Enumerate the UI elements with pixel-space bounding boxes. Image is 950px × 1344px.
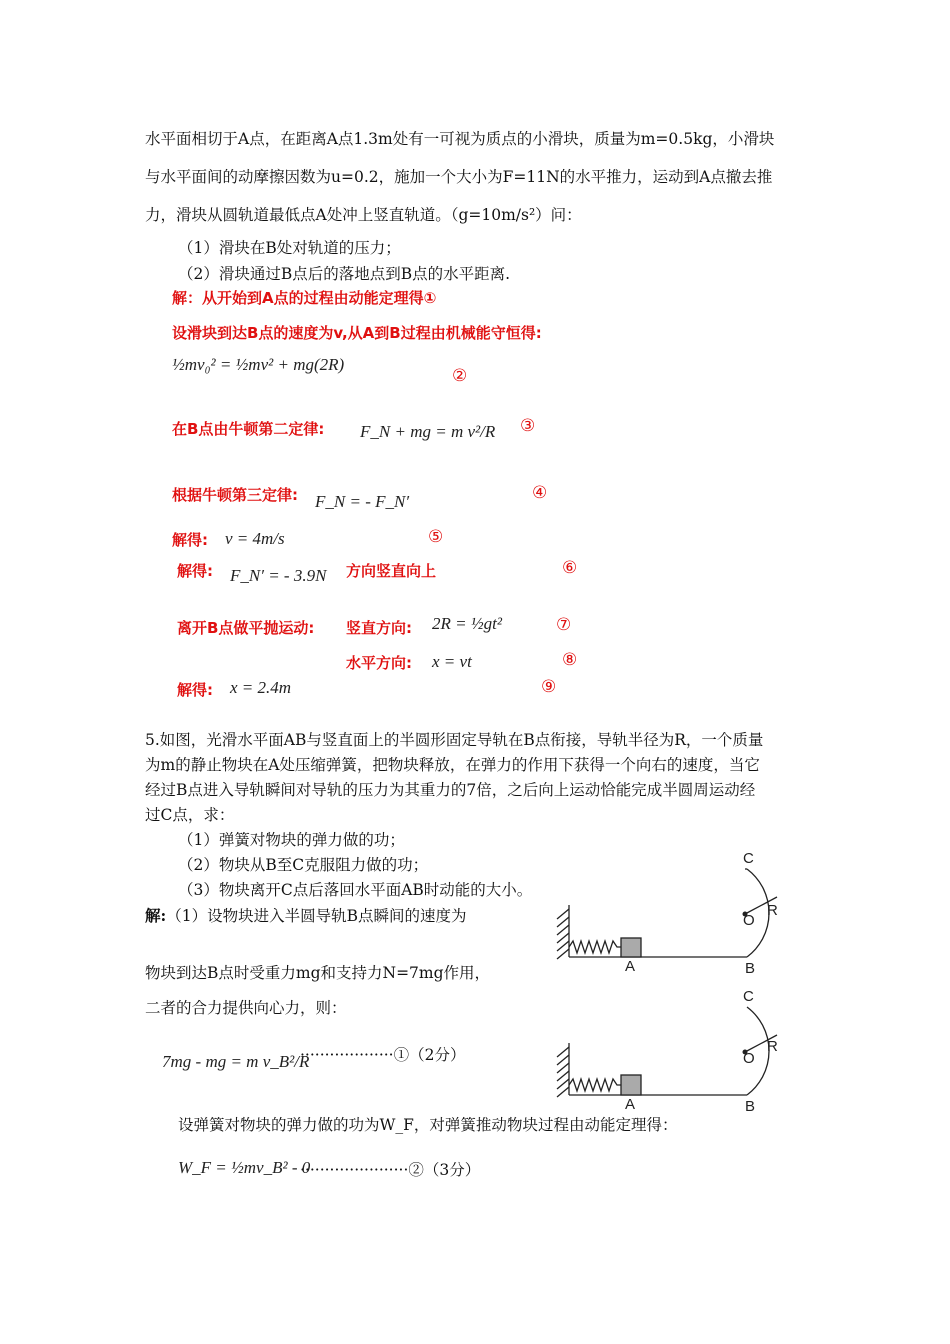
solution5-step1-text: （1）设物块进入半圆导轨B点瞬间的速度为 <box>166 907 467 925</box>
equation-number-8: ⑧ <box>562 650 578 670</box>
equation-centripetal-tail: ···················①（2分） <box>300 1046 466 1064</box>
solution4-newton3-label: 根据牛顿第三定律: <box>172 486 298 504</box>
label-o: O <box>743 912 755 929</box>
equation-number-2: ② <box>452 366 468 386</box>
label-b-2: B <box>745 1098 756 1115</box>
problem4-line1: 水平面相切于A点，在距离A点1.3m处有一可视为质点的小滑块，质量为m=0.5kg，小滑块 <box>145 130 775 148</box>
label-a: A <box>625 958 636 975</box>
problem5-line1: 5.如图，光滑水平面AB与竖直面上的半圆形固定导轨在B点衔接，导轨半径为R，一个质量 <box>145 731 764 749</box>
equation-number-6: ⑥ <box>562 558 578 578</box>
equation-number-3: ③ <box>520 416 536 436</box>
equation-newton-second-text: F_N + mg = m v²/R <box>360 422 496 441</box>
equation-energy-conservation <box>172 355 344 375</box>
label-c-2: C <box>743 988 754 1005</box>
solution4-solve2-label: 解得: <box>177 562 213 580</box>
equation-work-energy-tail: ······················②（3分） <box>300 1161 481 1179</box>
problem5-line3: 经过B点进入导轨瞬间对导轨的压力为其重力的7倍，之后向上运动恰能完成半圆周运动经 <box>145 781 756 799</box>
equation-distance-result: x = 2.4m <box>230 678 292 697</box>
solution4-solve3-label: 解得: <box>177 681 213 699</box>
label-c: C <box>743 850 754 867</box>
solution4-projectile-label: 离开B点做平抛运动: <box>177 619 315 637</box>
solution4-direction: 方向竖直向上 <box>346 562 437 580</box>
equation-horizontal-motion: x = vt <box>432 652 472 671</box>
problem5-question-3: （3）物块离开C点后落回水平面AB时动能的大小。 <box>178 881 533 899</box>
equation-newton-third <box>315 492 409 512</box>
solution4-step1: 解：从开始到A点的过程由动能定理得① <box>172 289 437 307</box>
solution5-step1 <box>145 904 467 926</box>
solution4-horizontal-label: 水平方向: <box>346 654 412 672</box>
problem5-question-2: （2）物块从B至C克服阻力做的功； <box>178 856 429 874</box>
label-o-2: O <box>743 1050 755 1067</box>
spring-track-figure-bottom <box>555 983 815 1118</box>
equation-force-result: F_N′ = - 3.9N <box>230 566 327 585</box>
label-r-2: R <box>767 1038 778 1055</box>
spring-track-figure-top <box>555 845 815 980</box>
equation-work-energy: W_F = ½mv_B² - 0 <box>178 1158 311 1177</box>
label-a-2: A <box>625 1096 636 1113</box>
problem5-line2: 为m的静止物块在A处压缩弹簧，把物块释放，在弹力的作用下获得一个向右的速度，当它 <box>145 756 760 774</box>
label-b: B <box>745 960 756 977</box>
solution4-step2: 设滑块到达B点的速度为v,从A到B过程由机械能守恒得: <box>172 324 542 342</box>
solution4-newton2-label: 在B点由牛顿第二定律: <box>172 420 325 438</box>
equation-number-5: ⑤ <box>428 527 444 547</box>
equation-newton-third-text: F_N = - F_N′ <box>315 492 410 511</box>
equation-vertical-motion: 2R = ½gt² <box>432 614 502 633</box>
equation-newton-second <box>360 422 495 442</box>
equation-number-7: ⑦ <box>556 615 572 635</box>
equation-velocity-result: v = 4m/s <box>225 529 285 548</box>
equation-centripetal: 7mg - mg = m v_B²/R <box>162 1052 310 1071</box>
problem4-question-1: （1）滑块在B处对轨道的压力； <box>178 239 401 257</box>
problem4-line2: 与水平面间的动摩擦因数为u=0.2，施加一个大小为F=11N的水平推力，运动到A点撤去推 <box>145 168 773 186</box>
solution5-solve-label: 解: <box>145 906 167 925</box>
solution5-step3: 二者的合力提供向心力，则： <box>145 999 347 1017</box>
solution4-vertical-label: 竖直方向: <box>346 619 412 637</box>
problem5-line4: 过C点，求： <box>145 806 235 824</box>
equation-number-9: ⑨ <box>541 677 557 697</box>
problem4-question-2: （2）滑块通过B点后的落地点到B点的水平距离. <box>178 265 511 283</box>
problem5-question-1: （1）弹簧对物块的弹力做的功； <box>178 831 405 849</box>
label-r: R <box>767 902 778 919</box>
solution4-solve1-label: 解得: <box>172 531 208 549</box>
solution5-step2: 物块到达B点时受重力mg和支持力N=7mg作用， <box>145 964 491 982</box>
solution5-step4: 设弹簧对物块的弹力做的功为W_F，对弹簧推动物块过程由动能定理得： <box>178 1116 678 1134</box>
equation-number-4: ④ <box>532 483 548 503</box>
problem4-line3: 力，滑块从圆轨道最低点A处冲上竖直轨道。（g=10m/s²）问： <box>145 206 582 224</box>
equation-energy-conservation-text: ½mv₀² = ½mv² + mg(2R) <box>172 355 345 374</box>
